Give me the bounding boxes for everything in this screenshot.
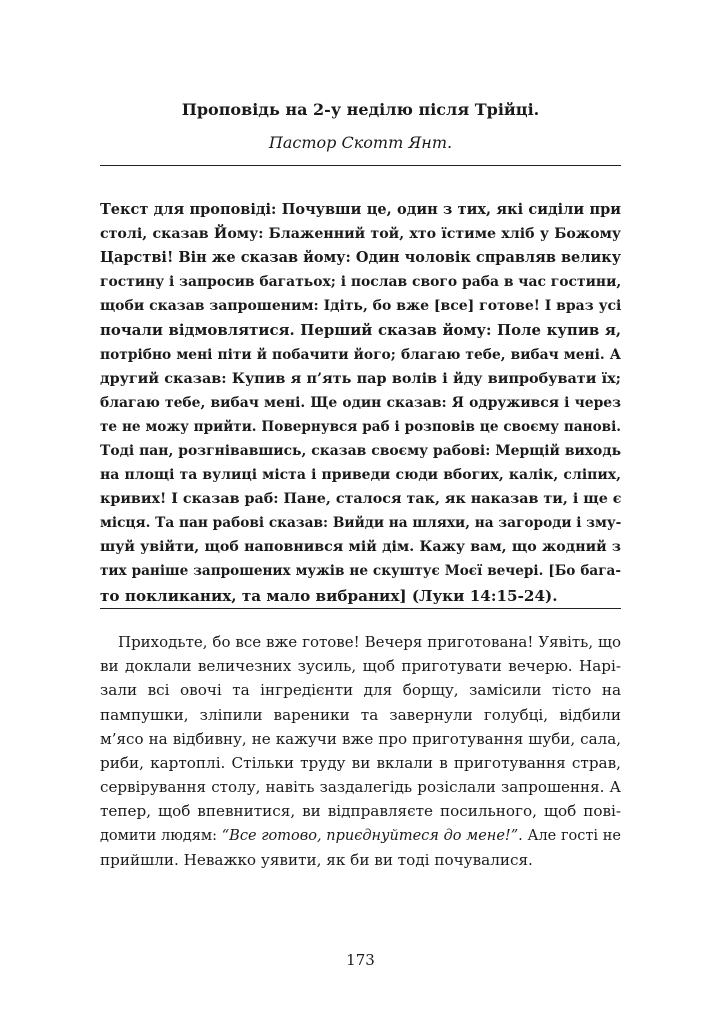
scripture-line: то покликаних, та мало вибраних] (Луки 14:15-24). — [100, 586, 558, 605]
scripture-line: потрібно мені піти й побачити його; благаю тебе, вибач мені. А — [100, 346, 621, 363]
scripture-line: місця. Та пан рабові сказав: Вийди на шляхи, на загороди і зму- — [100, 515, 622, 532]
paragraph-line: ви доклали величезних зусиль, щоб приготувати вечерю. Нарі- — [100, 657, 621, 676]
scripture-line: другий сказав: Купив я п’ять пар волів і йду випробувати їх; — [100, 369, 621, 387]
scripture-line: благаю тебе, вибач мені. Ще один сказав: Я одружився і через — [100, 394, 621, 411]
scripture-line: гостину і запросив багатьох; і послав свого раба в час гостини, — [100, 274, 622, 291]
scripture-line: кривих! І сказав раб: Пане, сталося так, як наказав ти, і ще є — [100, 491, 622, 508]
paragraph-line: прийшли. Неважко уявити, як би ви тоді почувалися. — [100, 850, 533, 869]
scripture-line: Царстві! Він же сказав йому: Один чоловік справляв велику — [100, 249, 622, 267]
sermon-author: Пастор Скотт Янт. — [268, 133, 453, 152]
line-text: . Але гості не — [518, 827, 621, 844]
scripture-line: тих раніше запрошених мужів не скуштує Моєї вечері. [Бо бага- — [100, 563, 621, 580]
paragraph-line: зали всі овочі та інгредієнти для борщу, замісили тісто на — [100, 681, 621, 700]
scripture-line: столі, сказав Йому: Блаженний той, хто їстиме хліб у Божому — [100, 226, 621, 243]
paragraph-line: Приходьте, бо все вже готове! Вечеря приготована! Уявіть, що — [118, 633, 621, 651]
page-number: 173 — [346, 951, 375, 969]
paragraph-line: пампушки, зліпили вареники та завернули голубці, відбили — [100, 705, 621, 724]
top-divider — [100, 165, 621, 166]
paragraph-line: м’ясо на відбивну, не кажучи вже про приготування шуби, сала, — [100, 729, 621, 748]
scripture-line: те не можу прийти. Повернувся раб і розповів це своєму панові. — [100, 418, 621, 435]
scripture-line: почали відмовлятися. Перший сказав йому: Поле купив я, — [100, 321, 621, 340]
paragraph-line: риби, картоплі. Стільки труду ви вклали в приготування страв, — [100, 753, 621, 772]
sermon-title: Проповідь на 2-у неділю після Трійці. — [181, 100, 540, 119]
scripture-line: Текст для проповіді: Почувши це, один з тих, які сиділи при — [100, 201, 621, 218]
scripture-line: Тоді пан, розгнівавшись, сказав своєму рабові: Мерщій виходь — [100, 442, 621, 459]
paragraph-line: тепер, щоб впевнитися, ви відправляєте посильного, щоб пові- — [100, 802, 621, 821]
scripture-text — [100, 198, 621, 608]
line-text: домити людям: — [100, 827, 222, 844]
paragraph-line — [100, 824, 621, 848]
sermon-paragraph — [100, 630, 621, 872]
scripture-line: на площі та вулиці міста і приведи сюди вбогих, калік, сліпих, — [100, 467, 621, 484]
paragraph-line: сервірування столу, навіть заздалегідь розіслали запрошення. А — [100, 778, 621, 797]
scripture-line: шуй увійти, щоб наповнився мій дім. Кажу вам, що жодний з — [100, 539, 621, 556]
quoted-invitation: “Все готово, приєднуйтеся до мене!” — [221, 827, 519, 844]
scripture-line: щоби сказав запрошеним: Ідіть, бо вже [все] готове! І враз усі — [100, 298, 622, 315]
bottom-divider — [100, 608, 621, 609]
